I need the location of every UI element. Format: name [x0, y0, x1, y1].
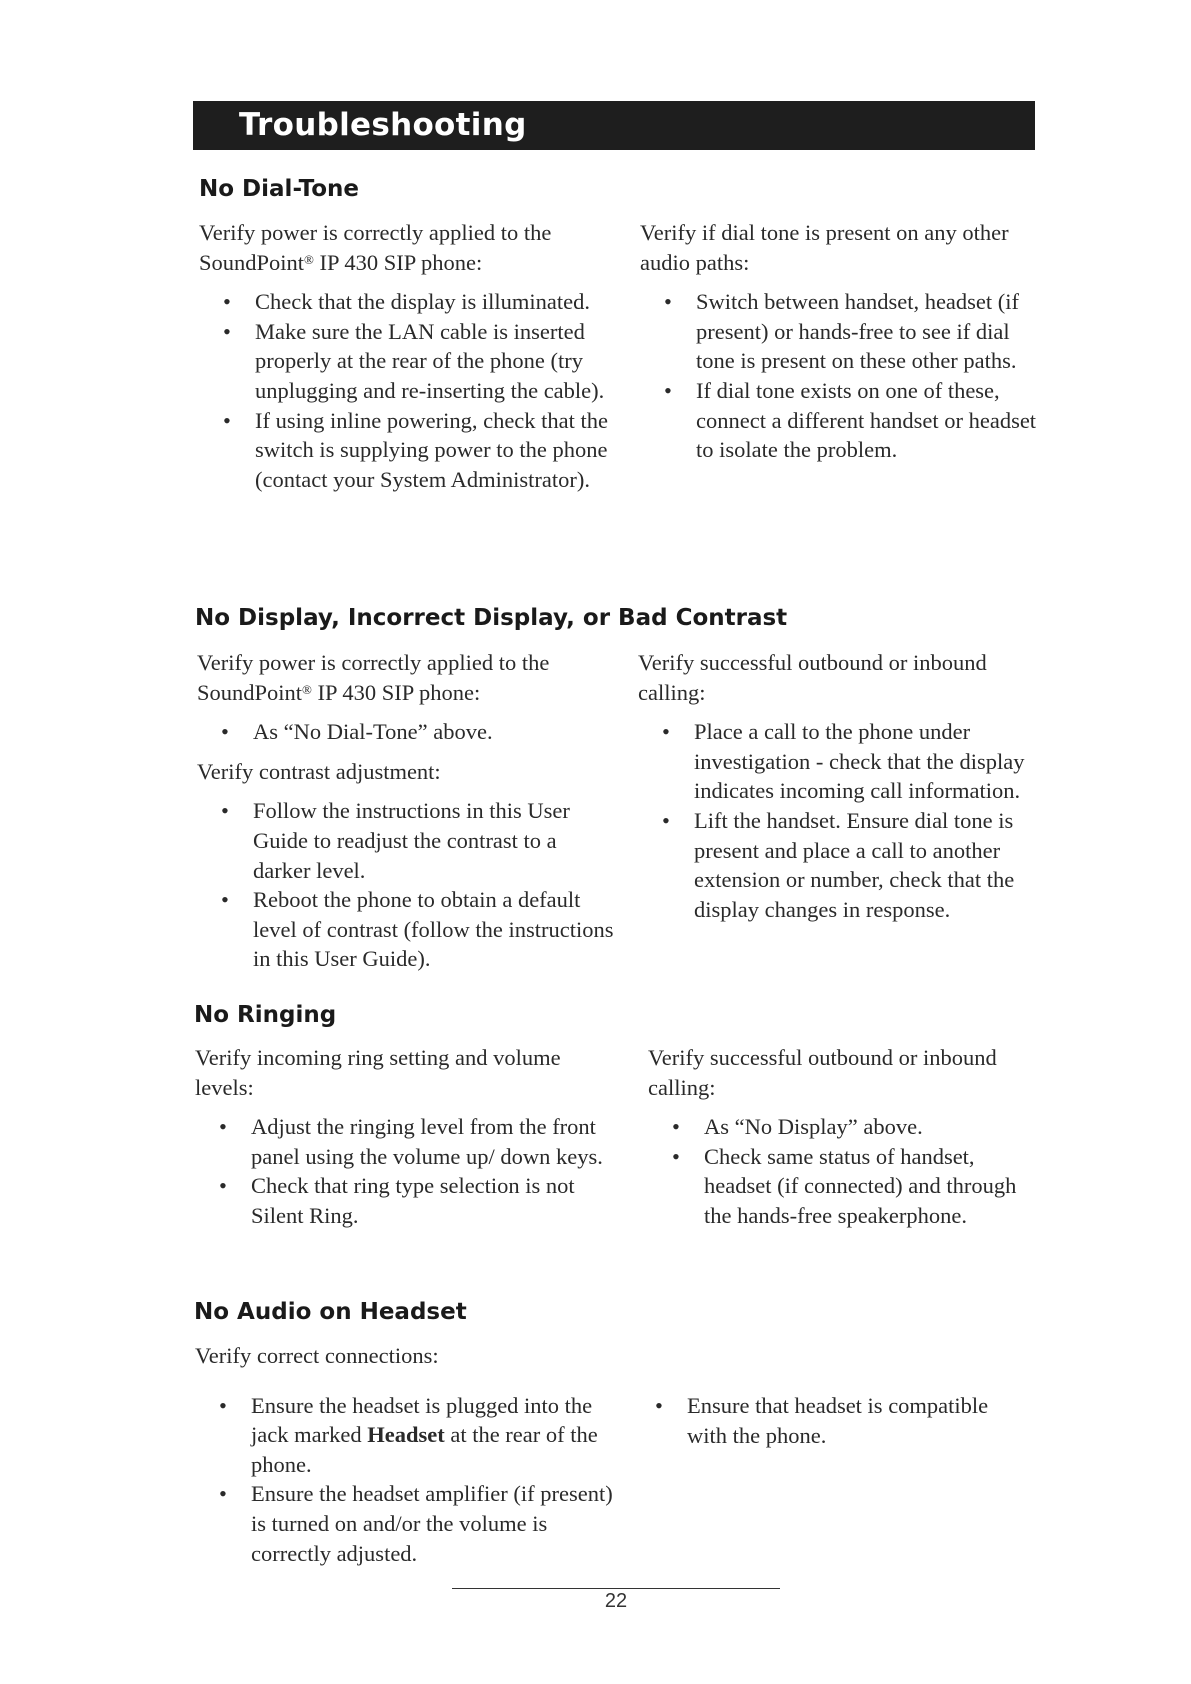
heading-no-dial-tone: No Dial-Tone — [199, 176, 360, 202]
list-item: • Lift the handset. Ensure dial tone is present and place a call to another extension or number, check that the display changes in response. — [662, 807, 1015, 922]
list-item: • Check that the display is illuminated. — [223, 289, 590, 315]
no-dial-tone-left-column — [199, 218, 619, 494]
intro-text: Verify power is correctly applied to the SoundPoint® IP 430 SIP phone: — [197, 650, 550, 705]
list-item: • Reboot the phone to obtain a default level of contrast (follow the instructions in this User Guide). — [221, 887, 614, 972]
list-item: • Ensure that headset is compatible with the phone. — [655, 1393, 989, 1448]
no-audio-left-column — [195, 1341, 615, 1568]
intro-text: Verify if dial tone is present on any other audio paths: — [640, 220, 1009, 275]
intro-text: Verify incoming ring setting and volume levels: — [195, 1045, 561, 1100]
bullet-list — [195, 1391, 615, 1569]
list-item: • Ensure the headset is plugged into the jack marked Headset at the rear of the phone. — [219, 1392, 598, 1477]
list-item: • Make sure the LAN cable is inserted properly at the rear of the phone (try unplugging and re-inserting the cable). — [223, 318, 605, 403]
list-item: • Switch between handset, headset (if present) or hands-free to see if dial tone is present on these other paths. — [664, 289, 1020, 374]
banner-title: Troubleshooting — [239, 107, 527, 143]
bullet-list — [197, 717, 617, 747]
list-item: • Check that ring type selection is not Silent Ring. — [219, 1173, 575, 1228]
bullet-list — [197, 796, 617, 974]
bullet-list — [199, 287, 619, 494]
heading-no-display: No Display, Incorrect Display, or Bad Contrast — [195, 605, 788, 631]
bullet-list — [631, 1391, 1031, 1450]
bullet-list — [648, 1112, 1038, 1230]
bullet-list — [638, 717, 1038, 924]
section-banner — [193, 101, 1035, 150]
footer-rule — [452, 1588, 780, 1589]
intro-text: Verify contrast adjustment: — [197, 758, 441, 784]
no-audio-right-column — [631, 1391, 1031, 1450]
bullet-list — [195, 1112, 615, 1230]
list-item: • Check same status of handset, headset (if connected) and through the hands-free speakerphone. — [672, 1143, 1017, 1228]
page-number: 22 — [604, 1590, 628, 1612]
list-item: • Follow the instructions in this User Guide to readjust the contrast to a darker level. — [221, 798, 570, 883]
intro-text: Verify successful outbound or inbound calling: — [638, 650, 987, 705]
no-ringing-right-column — [648, 1043, 1038, 1231]
no-ringing-left-column — [195, 1043, 615, 1231]
no-dial-tone-right-column — [640, 218, 1040, 465]
list-item: • As “No Display” above. — [672, 1114, 923, 1140]
list-item: • Adjust the ringing level from the front panel using the volume up/ down keys. — [219, 1114, 603, 1169]
list-item: • If dial tone exists on one of these, connect a different handset or headset to isolate the problem. — [664, 377, 1037, 463]
no-display-right-column — [638, 648, 1038, 924]
list-item: • Ensure the headset amplifier (if present) is turned on and/or the volume is correctly adjusted. — [219, 1481, 613, 1566]
bullet-list — [640, 287, 1040, 465]
intro-text: Verify successful outbound or inbound calling: — [648, 1045, 997, 1100]
intro-text: Verify correct connections: — [195, 1343, 439, 1368]
list-item: • Place a call to the phone under investigation - check that the display indicates incoming call information. — [662, 719, 1025, 804]
list-item: • If using inline powering, check that the switch is supplying power to the phone (contact your System Administrator). — [223, 407, 609, 492]
heading-no-audio-headset: No Audio on Headset — [194, 1299, 467, 1325]
heading-no-ringing: No Ringing — [194, 1002, 337, 1028]
intro-text: Verify power is correctly applied to the SoundPoint® IP 430 SIP phone: — [199, 220, 552, 275]
no-display-left-column — [197, 648, 617, 974]
list-item: • As “No Dial-Tone” above. — [221, 719, 493, 745]
